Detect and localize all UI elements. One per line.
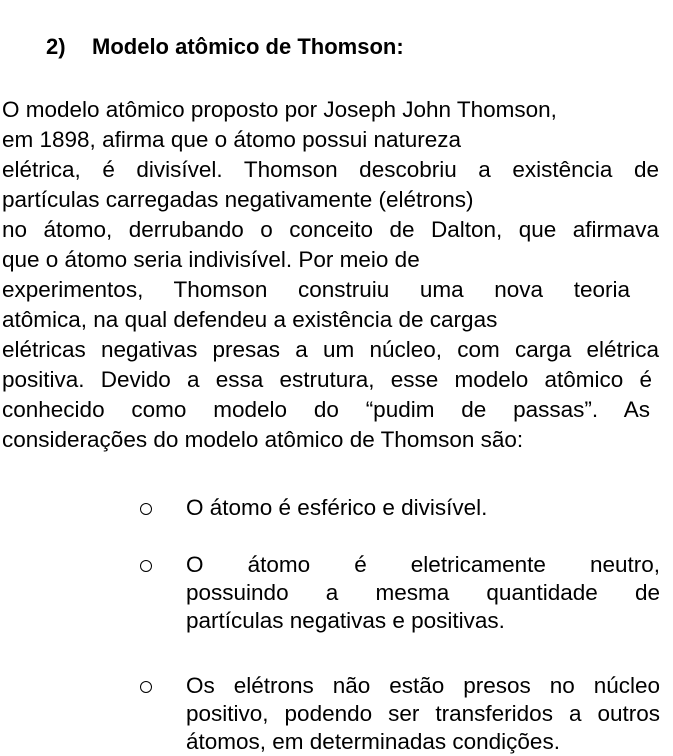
paragraph-line: elétrica, é divisível. Thomson descobriu a existência de [2, 157, 659, 182]
bullet-line: positivo, podendo ser transferidos a outros [186, 701, 660, 726]
paragraph-line: positiva. Devido a essa estrutura, esse modelo atômico é [2, 367, 652, 392]
bullet-line: possuindo a mesma quantidade de [186, 580, 660, 605]
bullet-line: Os elétrons não estão presos no núcleo [186, 673, 660, 698]
paragraph-line: O modelo atômico proposto por Joseph John Thomson, [2, 97, 557, 122]
bullet-circle-icon [140, 560, 152, 572]
bullet-text [186, 494, 660, 522]
paragraph-line: atômica, na qual defendeu a existência de cargas [2, 307, 498, 332]
paragraph-line: considerações do modelo atômico de Thomson são: [2, 427, 524, 452]
body-paragraph [2, 95, 659, 455]
section-number: 2) [46, 34, 66, 59]
bullet-line: partículas negativas e positivas. [186, 608, 505, 633]
bullet-text [186, 551, 660, 635]
bullet-circle-icon [140, 503, 152, 515]
bullet-line: O átomo é eletricamente neutro, [186, 552, 660, 577]
bullet-line: O átomo é esférico e divisível. [186, 495, 488, 520]
paragraph-line: partículas carregadas negativamente (elétrons) [2, 187, 474, 212]
paragraph-line: em 1898, afirma que o átomo possui natureza [2, 127, 462, 152]
paragraph-line: elétricas negativas presas a um núcleo, com carga elétrica [2, 337, 659, 362]
paragraph-line: conhecido como modelo do “pudim de passas”. As [2, 397, 650, 422]
section-title: Modelo atômico de Thomson: [92, 34, 404, 59]
paragraph-line: no átomo, derrubando o conceito de Dalton, que afirmava [2, 217, 659, 242]
paragraph-line: experimentos, Thomson construiu uma nova teoria [2, 277, 630, 302]
bullet-circle-icon [140, 681, 152, 693]
bullet-line: átomos, em determinadas condições. [186, 729, 560, 754]
bullet-text [186, 672, 660, 756]
section-heading [46, 34, 404, 60]
paragraph-line: que o átomo seria indivisível. Por meio de [2, 247, 420, 272]
